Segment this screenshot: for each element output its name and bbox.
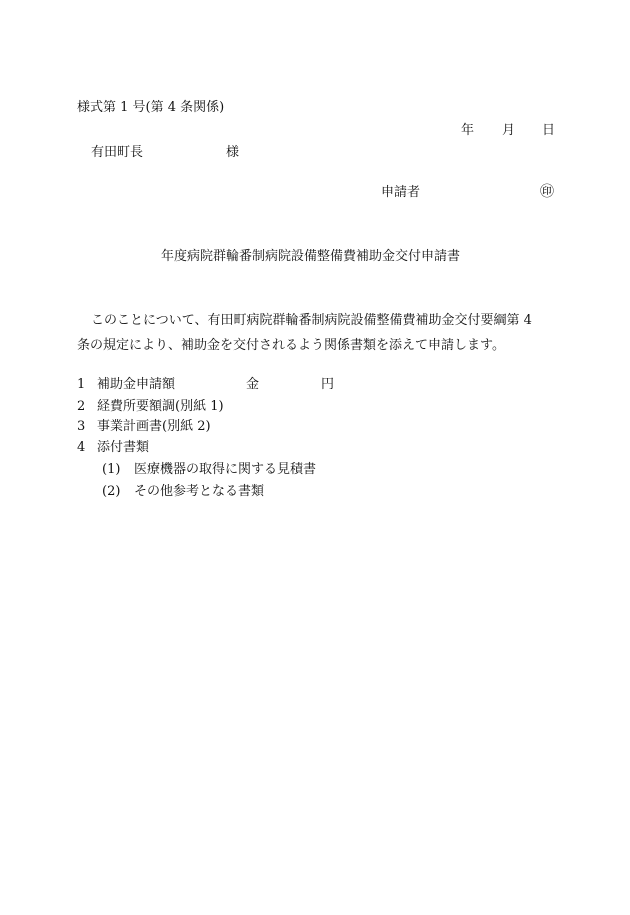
list-item-label: 補助金申請額: [97, 377, 176, 392]
honorific: 様: [226, 145, 240, 160]
date-month-label: 月: [502, 123, 516, 138]
applicant-label: 申請者: [381, 185, 421, 200]
list-item-label: 事業計画書(別紙 2): [97, 419, 211, 434]
list-item-attachments: [77, 441, 149, 454]
attachment-item-label: 医療機器の取得に関する見積書: [134, 462, 317, 477]
date-day-label: 日: [542, 123, 556, 138]
body-text-line-1: このことについて、有田町病院群輪番制病院設備整備費補助金交付要綱第 4: [91, 313, 532, 328]
date-year-label: 年: [461, 123, 475, 138]
list-item-number: 3: [77, 419, 86, 434]
addressee: 有田町長: [91, 145, 144, 160]
amount-kin-label: 金: [246, 377, 260, 392]
document-title: 年度病院群輪番制病院設備整備費補助金交付申請書: [161, 249, 461, 264]
form-number: 様式第 1 号(第 4 条関係): [77, 100, 225, 115]
body-text-line-2: 条の規定により、補助金を交付されるよう関係書類を添えて申請します。: [77, 338, 505, 353]
amount-yen-label: 円: [321, 377, 335, 392]
list-item-label: 経費所要額調(別紙 1): [97, 399, 224, 414]
seal-icon: ㊞: [540, 184, 554, 200]
attachment-item-number: (1): [102, 462, 121, 477]
attachment-item-estimate: [102, 463, 316, 476]
list-item-number: 4: [77, 440, 86, 455]
attachment-item-label: その他参考となる書類: [134, 484, 265, 499]
list-item-application-amount: [77, 378, 175, 391]
list-item-expense-sheet: [77, 400, 224, 413]
list-item-label: 添付書類: [97, 440, 150, 455]
list-item-number: 2: [77, 399, 86, 414]
list-item-business-plan: [77, 420, 211, 433]
attachment-item-other: [102, 485, 264, 498]
attachment-item-number: (2): [102, 484, 121, 499]
list-item-number: 1: [77, 377, 86, 392]
